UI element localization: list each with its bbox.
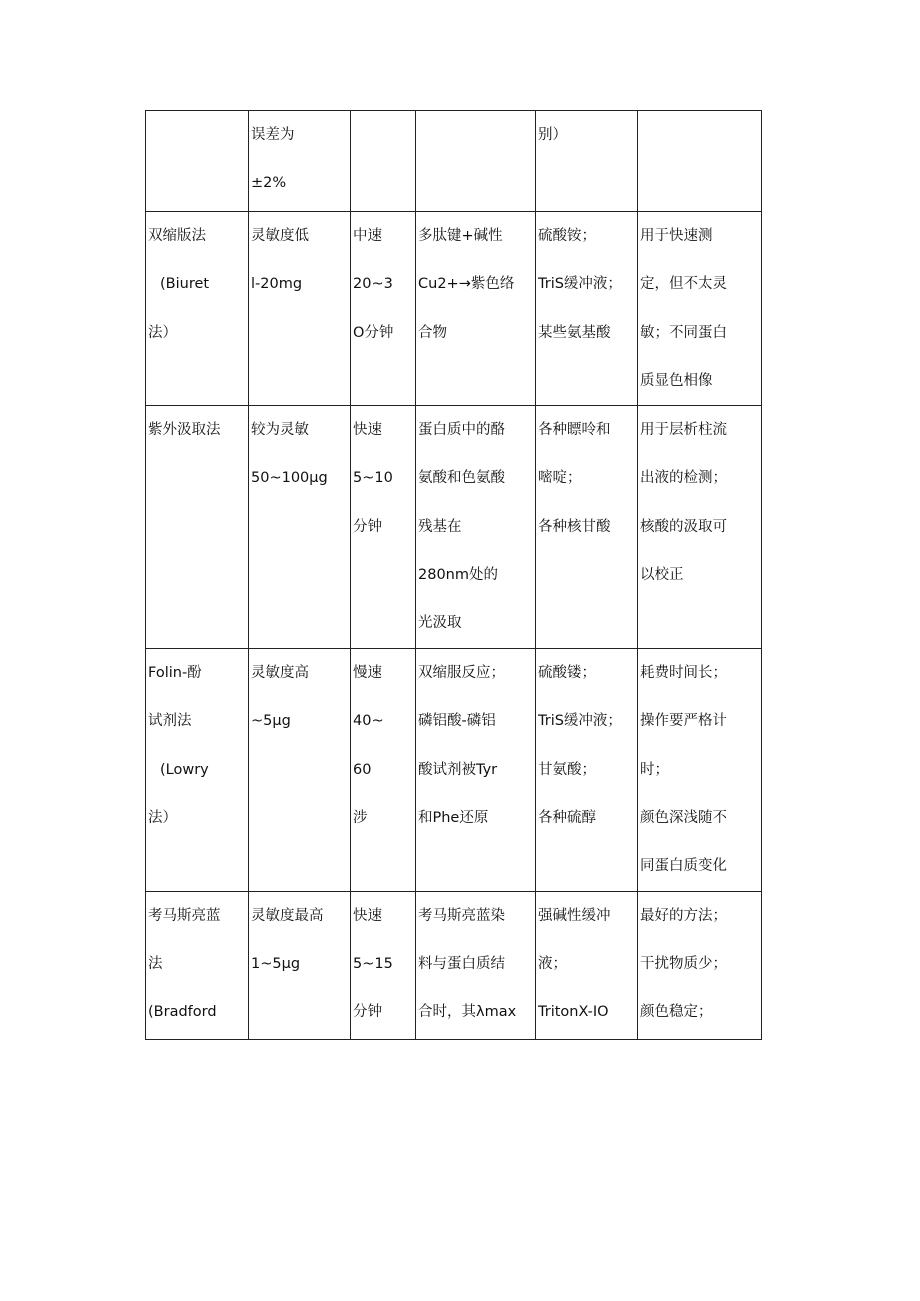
- cell-text-line: l-20mg: [251, 276, 303, 293]
- table-cell: [536, 649, 638, 891]
- table-cell: [638, 406, 762, 649]
- table-cell: [638, 212, 762, 406]
- cell-text-line: 液；: [538, 955, 567, 972]
- table-row: [146, 406, 762, 649]
- table-cell: [249, 111, 351, 212]
- cell-text-line: 颜色深浅随不: [640, 810, 727, 827]
- cell-text-line: 甘氨酸；: [538, 761, 596, 778]
- cell-text-line: Folin-酚: [148, 665, 202, 682]
- cell-text-line: 较为灵敏: [251, 422, 309, 439]
- cell-text-line: (Biuret: [160, 276, 210, 293]
- cell-text-line: 以校正: [640, 567, 684, 584]
- cell-text-line: TriS缓冲液；: [538, 713, 622, 730]
- cell-text-line: 280nm处的: [418, 567, 498, 584]
- cell-text-line: 同蛋白质变化: [640, 858, 727, 875]
- table-cell: [249, 649, 351, 891]
- cell-text-line: ±2%: [251, 175, 287, 192]
- table-cell: [146, 649, 249, 891]
- cell-text-line: (Bradford: [148, 1004, 217, 1021]
- cell-text-line: 误差为: [251, 127, 295, 143]
- cell-text-line: 时；: [640, 761, 669, 778]
- cell-text-line: 用于快速测: [640, 228, 713, 244]
- table-cell: [146, 212, 249, 406]
- cell-text-line: (Lowry: [160, 761, 209, 778]
- table-cell: [146, 111, 249, 212]
- cell-text-line: 某些氨基酸: [538, 324, 611, 341]
- cell-text-line: 法）: [148, 810, 177, 827]
- table-row: [146, 891, 762, 1039]
- cell-text-line: 试剂法: [148, 713, 192, 730]
- cell-text-line: O分钟: [353, 324, 394, 341]
- table-cell: [249, 891, 351, 1039]
- cell-text-line: 分钟: [353, 518, 382, 535]
- cell-text-line: 硫酸铵；: [538, 228, 596, 244]
- cell-text-line: 合物: [418, 324, 447, 341]
- cell-text-line: 法: [148, 955, 163, 972]
- cell-text-line: 和Phe还原: [418, 810, 489, 827]
- cell-text-line: 料与蛋白质结: [418, 955, 505, 972]
- table-cell: [536, 406, 638, 649]
- cell-text-line: 最好的方法；: [640, 907, 727, 924]
- cell-text-line: 20~3: [353, 276, 393, 293]
- cell-text-line: 酸试剂被Tyr: [418, 761, 498, 778]
- cell-text-line: TritonX-IO: [538, 1004, 609, 1021]
- cell-text-line: 干扰物质少；: [640, 955, 727, 972]
- table-cell: [351, 212, 416, 406]
- table-cell: [416, 891, 536, 1039]
- cell-text-line: 嘧啶；: [538, 470, 582, 487]
- cell-text-line: 操作要严格计: [640, 713, 727, 730]
- cell-text-line: 光汲取: [418, 615, 462, 632]
- method-comparison-table: [145, 110, 762, 1040]
- cell-text-line: Cu2+→紫色络: [418, 276, 515, 293]
- cell-text-line: ~5μg: [251, 713, 291, 730]
- cell-text-line: 蛋白质中的酪: [418, 422, 505, 439]
- cell-text-line: 多肽键+碱性: [418, 228, 503, 244]
- cell-text-line: 硫酸镂；: [538, 665, 596, 682]
- cell-text-line: 60: [353, 761, 372, 778]
- table-cell: [416, 111, 536, 212]
- cell-text-line: 灵敏度最高: [251, 907, 324, 924]
- cell-text-line: 出液的检测；: [640, 470, 727, 487]
- cell-text-line: 5~15: [353, 955, 393, 972]
- table-cell: [536, 212, 638, 406]
- table-row: [146, 649, 762, 891]
- table-cell: [351, 111, 416, 212]
- cell-text-line: 快速: [353, 422, 382, 439]
- table-cell: [351, 891, 416, 1039]
- cell-text-line: 残基在: [418, 518, 462, 535]
- cell-text-line: 考马斯亮蓝染: [418, 907, 505, 924]
- cell-text-line: TriS缓冲液；: [538, 276, 622, 293]
- table-cell: [536, 891, 638, 1039]
- cell-text-line: 合时，其λmax: [418, 1004, 517, 1021]
- cell-text-line: 法）: [148, 324, 177, 341]
- cell-text-line: 用于层析柱流: [640, 422, 727, 439]
- cell-text-line: 质显色相像: [640, 372, 713, 389]
- cell-text-line: 耗费时间长；: [640, 665, 727, 682]
- cell-text-line: 分钟: [353, 1004, 382, 1021]
- cell-text-line: 40~: [353, 713, 384, 730]
- cell-text-line: 1~5μg: [251, 955, 301, 972]
- table-cell: [146, 891, 249, 1039]
- table-cell: [536, 111, 638, 212]
- cell-text-line: 核酸的汲取可: [640, 518, 727, 535]
- cell-text-line: 定，但不太灵: [640, 276, 727, 293]
- table-cell: [416, 406, 536, 649]
- cell-text-line: 5~10: [353, 470, 393, 487]
- cell-text-line: 50~100μg: [251, 470, 328, 487]
- cell-text-line: 双缩服反应；: [418, 665, 505, 682]
- cell-text-line: 双缩版法: [148, 228, 206, 244]
- table-body: [146, 111, 762, 1040]
- table-row: [146, 111, 762, 212]
- cell-text-line: 各种瞟呤和: [538, 422, 611, 439]
- table-cell: [249, 406, 351, 649]
- cell-text-line: 涉: [353, 810, 368, 827]
- cell-text-line: 中速: [353, 228, 382, 244]
- cell-text-line: 灵敏度高: [251, 665, 309, 682]
- cell-text-line: 灵敏度低: [251, 228, 309, 244]
- cell-text-line: 敏；不同蛋白: [640, 324, 727, 341]
- table-row: [146, 212, 762, 406]
- table-cell: [351, 406, 416, 649]
- cell-text-line: 紫外汲取法: [148, 422, 221, 439]
- cell-text-line: 强碱性缓冲: [538, 907, 611, 924]
- cell-text-line: 快速: [353, 907, 382, 924]
- cell-text-line: 慢速: [353, 665, 382, 682]
- table-cell: [638, 111, 762, 212]
- table-cell: [146, 406, 249, 649]
- cell-text-line: 别）: [538, 127, 567, 143]
- cell-text-line: 氨酸和色氨酸: [418, 470, 505, 487]
- cell-text-line: 颜色稳定；: [640, 1004, 713, 1021]
- table-cell: [249, 212, 351, 406]
- cell-text-line: 各种核甘酸: [538, 518, 611, 535]
- cell-text-line: 考马斯亮蓝: [148, 907, 221, 924]
- table-cell: [351, 649, 416, 891]
- table-cell: [638, 891, 762, 1039]
- table-cell: [416, 649, 536, 891]
- table-cell: [638, 649, 762, 891]
- cell-text-line: 磷铝酸-磷铝: [418, 713, 496, 730]
- cell-text-line: 各种硫醇: [538, 810, 596, 827]
- table-cell: [416, 212, 536, 406]
